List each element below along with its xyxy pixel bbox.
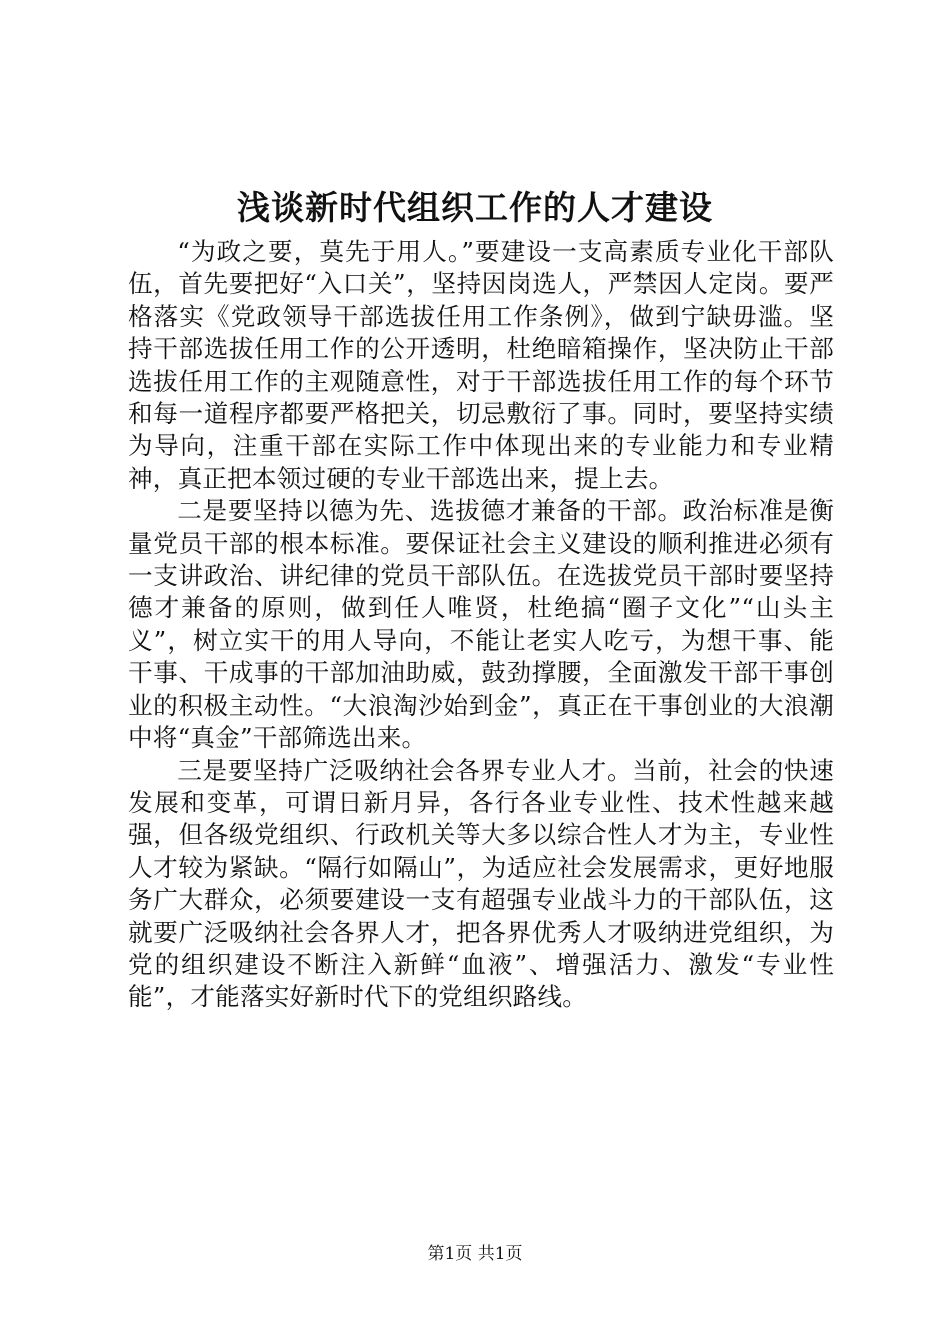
page-footer: 第1页 共1页	[427, 1244, 523, 1264]
document-body	[128, 236, 834, 1014]
paragraph-1: “为政之要，莫先于用人。”要建设一支高素质专业化干部队伍，首先要把好“入口关”，坚持因岗选人，严禁因人定岗。要严格落实《党政领导干部选拔任用工作条例》，做到宁缺毋滥。坚持干部选拔任用工作的公开透明，杜绝暗箱操作，坚决防止干部选拔任用工作的主观随意性，对于干部选拔任用工作的每个环节和每一道程序都要严格把关，切忌敷衍了事。同时，要坚持实绩为导向，注重干部在实际工作中体现出来的专业能力和专业精神，真正把本领过硬的专业干部选出来，提上去。	[128, 237, 834, 493]
document-title: 浅谈新时代组织工作的人才建设	[237, 188, 713, 227]
paragraph-3: 三是要坚持广泛吸纳社会各界专业人才。当前，社会的快速发展和变革，可谓日新月异，各行各业专业性、技术性越来越强，但各级党组织、行政机关等大多以综合性人才为主，专业性人才较为紧缺。“隔行如隔山”，为适应社会发展需求，更好地服务广大群众，必须要建设一支有超强专业战斗力的干部队伍，这就要广泛吸纳社会各界人才，把各界优秀人才吸纳进党组织，为党的组织建设不断注入新鲜“血液”、增强活力、激发“专业性能”，才能落实好新时代下的党组织路线。	[128, 755, 834, 1012]
paragraph-2: 二是要坚持以德为先、选拔德才兼备的干部。政治标准是衡量党员干部的根本标准。要保证社会主义建设的顺利推进必须有一支讲政治、讲纪律的党员干部队伍。在选拔党员干部时要坚持德才兼备的原则，做到任人唯贤，杜绝搞“圈子文化”“山头主义”，树立实干的用人导向，不能让老实人吃亏，为想干事、能干事、干成事的干部加油助威，鼓劲撑腰，全面激发干部干事创业的积极主动性。“大浪淘沙始到金”，真正在干事创业的大浪潮中将“真金”干部筛选出来。	[128, 496, 834, 753]
